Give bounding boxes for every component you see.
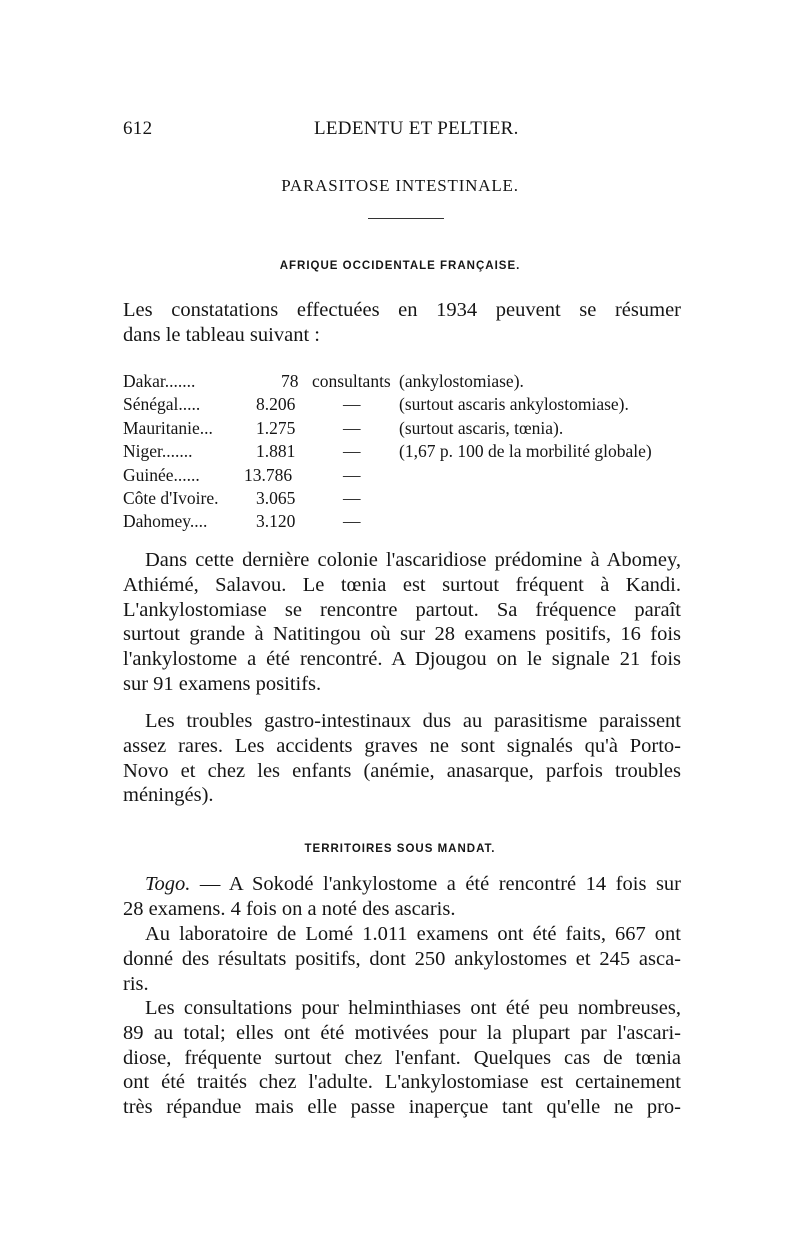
section-heading-territoires: TERRITOIRES SOUS MANDAT. (304, 843, 496, 855)
table-cell-count: 13.786 (244, 464, 293, 485)
togo-label: Togo. (145, 873, 191, 895)
intro-paragraph (123, 298, 681, 348)
text-line: Les troubles gastro-intestinaux dus au parasitisme paraissent (145, 710, 681, 732)
table-cell-count: 1.881 (256, 441, 296, 462)
text-line: 89 au total; elles ont été motivées pour la plupart par l'ascari- (123, 1021, 681, 1044)
table-cell-place: Dakar....... (123, 371, 196, 391)
text-line: ont été traités chez l'adulte. L'ankylostomiase est certainement (123, 1071, 681, 1094)
table-cell-note: (ankylostomiase). (399, 371, 524, 391)
paragraph-consultations (123, 996, 681, 1120)
table-cell-place: Mauritanie... (123, 417, 213, 438)
table-cell-unit: — (343, 464, 361, 485)
paragraph-troubles (123, 709, 681, 808)
table-cell-count: 3.065 (256, 487, 296, 508)
paragraph-lome (123, 922, 681, 996)
text-line: diose, fréquente surtout chez l'enfant. Quelques cas de tœnia (123, 1046, 681, 1069)
text-line: 28 examens. 4 fois on a noté des ascaris. (123, 897, 456, 920)
text-line: Athiémé, Salavou. Le tœnia est surtout fréquent à Kandi. (123, 573, 681, 596)
text-line: Les constatations effectuées en 1934 peuvent se résumer (123, 299, 681, 321)
paragraph-dahomey (123, 548, 681, 697)
table-cell-place: Guinée...... (123, 464, 200, 485)
table-cell-unit: consultants (312, 371, 391, 391)
text-line: donné des résultats positifs, dont 250 ankylostomes et 245 asca- (123, 947, 681, 970)
text-line: assez rares. Les accidents graves ne sont signalés qu'à Porto- (123, 734, 681, 757)
table-cell-note: (surtout ascaris, tœnia). (399, 417, 564, 438)
running-head: LEDENTU ET PELTIER. (314, 118, 519, 139)
table-cell-unit: — (343, 417, 361, 438)
title-divider (368, 218, 444, 219)
table-cell-place: Dahomey.... (123, 511, 208, 532)
page-number: 612 (123, 118, 153, 139)
text-line: Les consultations pour helminthiases ont été peu nombreuses, (145, 997, 681, 1019)
table-cell-count: 78 (281, 371, 299, 391)
table-cell-place: Niger....... (123, 441, 193, 462)
text-line: l'ankylostome a été rencontré. A Djougou on le signale 21 fois (123, 648, 681, 671)
section-heading-afrique: AFRIQUE OCCIDENTALE FRANÇAISE. (279, 260, 521, 272)
text-line: sur 91 examens positifs. (123, 672, 322, 695)
text-line: méningés). (123, 784, 214, 807)
paragraph-togo (123, 872, 681, 922)
table-cell-unit: — (343, 487, 361, 508)
chapter-title: PARASITOSE INTESTINALE. (281, 176, 519, 195)
table-cell-unit: — (343, 441, 361, 462)
table-cell-note: (surtout ascaris ankylostomiase). (399, 394, 629, 415)
table-cell-note: (1,67 p. 100 de la morbilité globale) (399, 441, 652, 462)
table-cell-count: 1.275 (256, 417, 296, 438)
text-line: L'ankylostomiase se rencontre partout. Sa fréquence paraît (123, 598, 681, 621)
text-line: Novo et chez les enfants (anémie, anasarque, parfois troubles (123, 759, 681, 782)
table-cell-count: 8.206 (256, 394, 296, 415)
text-line: Au laboratoire de Lomé 1.011 examens ont été faits, 667 ont (145, 923, 681, 945)
text-line: dans le tableau suivant : (123, 323, 320, 346)
table-cell-unit: — (343, 394, 361, 415)
text-line: très répandue mais elle passe inaperçue tant qu'elle ne pro- (123, 1096, 681, 1119)
table-cell-place: Côte d'Ivoire. (123, 487, 219, 508)
text-line: ris. (123, 972, 149, 995)
text-line: surtout grande à Natitingou où sur 28 examens positifs, 16 fois (123, 623, 681, 646)
text-line: Dans cette dernière colonie l'ascaridiose prédomine à Abomey, (145, 549, 681, 571)
table-cell-count: 3.120 (256, 511, 296, 532)
text-line (123, 872, 681, 897)
table-cell-place: Sénégal..... (123, 394, 201, 415)
togo-line-text: — A Sokodé l'ankylostome a été rencontré 14 fois sur (190, 873, 681, 895)
table-cell-unit: — (343, 511, 361, 532)
